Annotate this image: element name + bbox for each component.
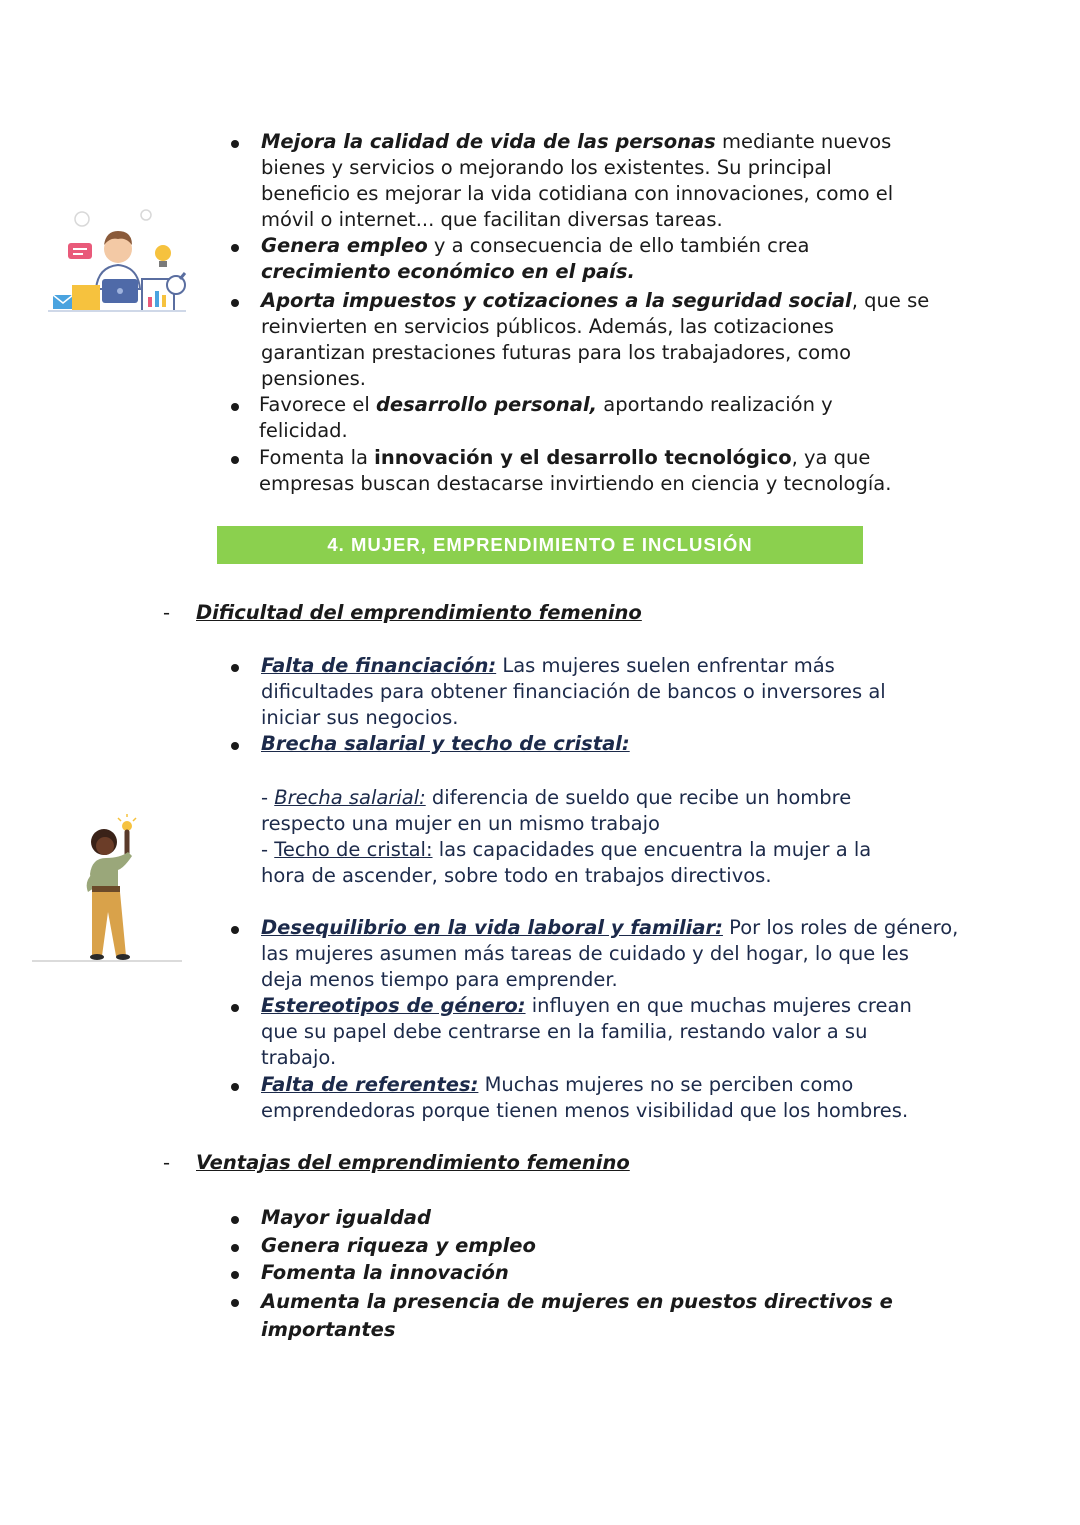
bullet-icon	[229, 926, 241, 938]
advantage-item: Aumenta la presencia de mujeres en puestos directivos e importantes	[261, 1290, 893, 1341]
wage-gap-definitions: - Brecha salarial: diferencia de sueldo que recibe un hombre respecto una mujer en un mismo trabajo - Techo de cristal: las capacidades que encuentra la mujer a la hora de ascender, sobre todo en trabajos directivos.	[261, 786, 872, 887]
section-heading-bar	[217, 526, 863, 564]
benefit-item-taxes: Aporta impuestos y cotizaciones a la seguridad social, que se reinvierten en servicios públicos. Además, las cotizaciones garantizan prestaciones futuras para los trabajadores, como pensiones.	[261, 289, 930, 390]
office-worker-illustration	[48, 205, 188, 317]
section-heading: 4. MUJER, EMPRENDIMIENTO E INCLUSIÓN	[327, 534, 753, 555]
advantage-item: Mayor igualdad	[261, 1206, 431, 1229]
difficulty-item-role-models: Falta de referentes: Muchas mujeres no se perciben como emprendedoras porque tienen menos visibilidad que los hombres.	[261, 1073, 909, 1122]
bullet-icon	[229, 1271, 241, 1283]
benefit-item-personal-development: Favorece el desarrollo personal, aportando realización y felicidad.	[259, 393, 833, 442]
list-dash: -	[163, 601, 171, 624]
bullet-icon	[229, 299, 241, 311]
bullet-icon	[229, 140, 241, 152]
bullet-icon	[229, 1216, 241, 1228]
bullet-icon	[229, 403, 241, 415]
difficulty-title: Dificultad del emprendimiento femenino	[196, 601, 642, 624]
bullet-icon	[229, 1083, 241, 1095]
benefit-item-innovation: Fomenta la innovación y el desarrollo tecnológico, ya que empresas buscan destacarse invirtiendo en ciencia y tecnología.	[259, 446, 892, 495]
advantage-item: Fomenta la innovación	[261, 1261, 509, 1284]
advantage-item: Genera riqueza y empleo	[261, 1234, 536, 1257]
woman-idea-illustration	[32, 812, 184, 964]
bullet-icon	[229, 1299, 241, 1311]
bullet-icon	[229, 1004, 241, 1016]
bullet-icon	[229, 244, 241, 256]
benefit-item-employment: Genera empleo y a consecuencia de ello también crea crecimiento económico en el país.	[261, 234, 810, 283]
benefit-item-quality-of-life: Mejora la calidad de vida de las personas mediante nuevos bienes y servicios o mejorando los existentes. Su principal beneficio es mejorar la vida cotidiana con innovaciones, como el móvil o internet... que facilitan diversas tareas.	[261, 130, 894, 231]
difficulty-item-work-life-balance: Desequilibrio en la vida laboral y familiar: Por los roles de género, las mujeres asumen más tareas de cuidado y del hogar, lo que les deja menos tiempo para emprender.	[261, 916, 959, 991]
difficulty-item-stereotypes: Estereotipos de género: influyen en que muchas mujeres crean que su papel debe centrarse en la familia, restando valor a su trabajo.	[261, 994, 912, 1069]
bullet-icon	[229, 742, 241, 754]
bullet-icon	[229, 456, 241, 468]
advantages-title: Ventajas del emprendimiento femenino	[196, 1151, 630, 1174]
list-dash: -	[163, 1151, 171, 1174]
difficulty-item-financing: Falta de financiación: Las mujeres suelen enfrentar más dificultades para obtener financiación de bancos o inversores al iniciar sus negocios.	[261, 654, 886, 729]
bullet-icon	[229, 1244, 241, 1256]
difficulty-item-wage-gap: Brecha salarial y techo de cristal:	[261, 732, 630, 755]
bullet-icon	[229, 664, 241, 676]
